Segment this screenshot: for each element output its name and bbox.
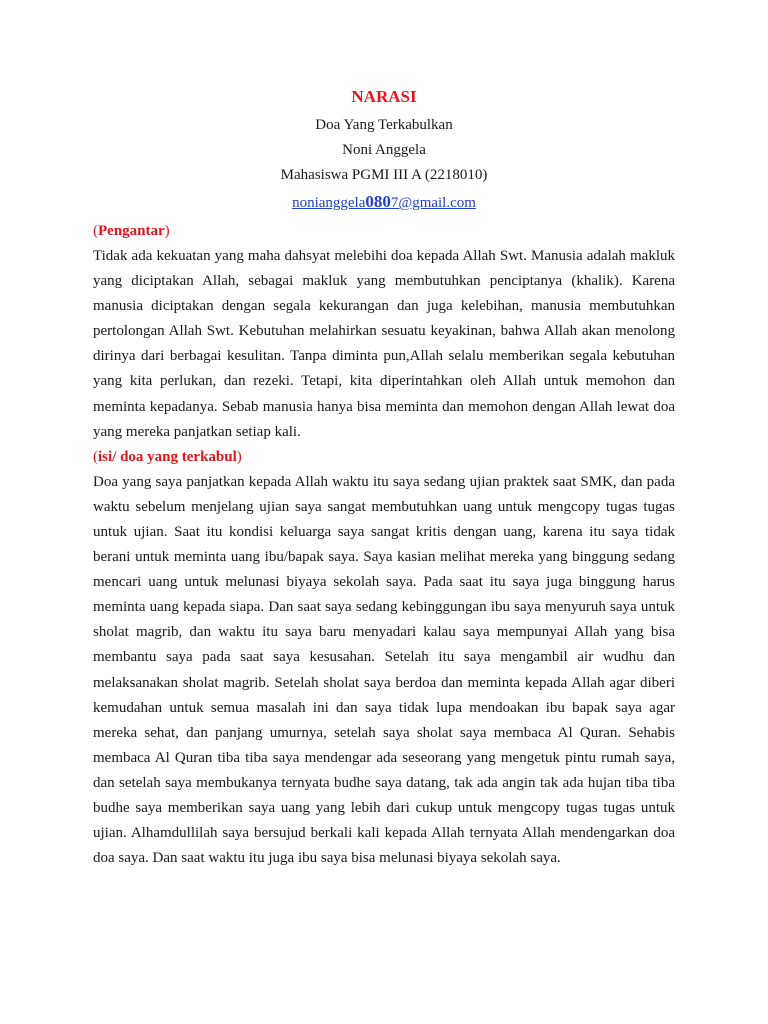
heading-paren-close: ) — [236, 448, 242, 465]
email-part-2: 080 — [365, 192, 391, 211]
heading-text: Pengantar — [98, 223, 165, 239]
heading-paren-open: ( — [93, 223, 98, 239]
email-part-1: nonianggela — [292, 195, 366, 211]
author-affiliation: Mahasiswa PGMI III A (2218010) — [280, 167, 488, 183]
heading-paren-open: ( — [93, 448, 98, 465]
section-body-isi: Doa yang saya panjatkan kepada Allah waktu itu saya sedang ujian praktek saat SMK, dan pada waktu sebelum menjelang ujian saya sangat membutuhkan uang untuk mengcopy tugas tugas untuk ujian. Saat itu kondisi keluarga saya sangat kritis dengan uang, karena itu saya tidak berani untuk meminta uang ibu/bapak saya. Saya kasian melihat mereka yang binggung sedang mencari uang untuk melunasi biyaya sekolah saya. Pada saat itu saya juga binggung harus meminta uang kepada siapa. Dan saat saya sedang kebinggungan ibu saya menyuruh saya untuk sholat magrib, dan waktu itu saya baru menyadari kalau saya mempunyai Allah yang bisa membantu saya pada saat saya kesusahan. Setelah itu saya mengambil air wudhu dan melaksanakan sholat magrib. Setelah sholat saya berdoa dan meminta kepada Allah agar diberi kemudahan untuk semua masalah ini dan saya tidak lupa mendoakan ibu bapak saya agar mereka sehat, dan panjang umurnya, setelah saya sholat saya membaca Al Quran. Sehabis membaca Al Quran tiba tiba saya mendengar ada seseorang yang mengetuk pintu rumah saya, dan setelah saya membukanya ternyata budhe saya datang, tak ada angin tak ada hujan tiba tiba budhe saya memberikan saya uang yang lebih dari cukup untuk mengcopy tugas tugas untuk ujian. Alhamdullilah saya bersujud berkali kali kepada Allah ternyata Allah mendengarkan doa doa saya. Dan saat waktu itu juga ibu saya bisa melunasi biyaya sekolah saya. — [93, 473, 675, 867]
document-page — [93, 86, 675, 871]
email-link[interactable] — [292, 192, 476, 211]
section-body-pengantar: Tidak ada kekuatan yang maha dahsyat melebihi doa kepada Allah Swt. Manusia adalah makluk yang diciptakan Allah, sebagai makluk yang membutuhkan penciptanya (khalik). Karena manusia diciptakan dengan segala kekurangan dan juga kelebihan, manusia membutuhkan pertolongan Allah Swt. Kebutuhan melahirkan sesuatu keyakinan, bahwa Allah akan menolong dirinya dari berbagai kesulitan. Tanpa diminta pun,Allah selalu memberikan segala kebutuhan yang kita perlukan, dan rezeki. Tetapi, kita diperintahkan oleh Allah untuk memohon dan meminta kepadanya. Sebab manusia hanya bisa meminta dan memohon dengan Allah lewat doa yang mereka panjatkan setiap kali. — [93, 248, 675, 440]
document-subtitle: Doa Yang Terkabulkan — [315, 117, 453, 133]
section-heading-pengantar — [93, 219, 675, 244]
heading-paren-close: ) — [164, 223, 170, 239]
author-name: Noni Anggela — [342, 142, 426, 158]
email-line — [93, 188, 675, 217]
heading-text: isi/ doa yang terkabul — [98, 448, 237, 465]
email-part-3: 7@gmail.com — [390, 195, 476, 211]
document-title: NARASI — [351, 87, 417, 106]
section-heading-isi — [93, 445, 675, 470]
